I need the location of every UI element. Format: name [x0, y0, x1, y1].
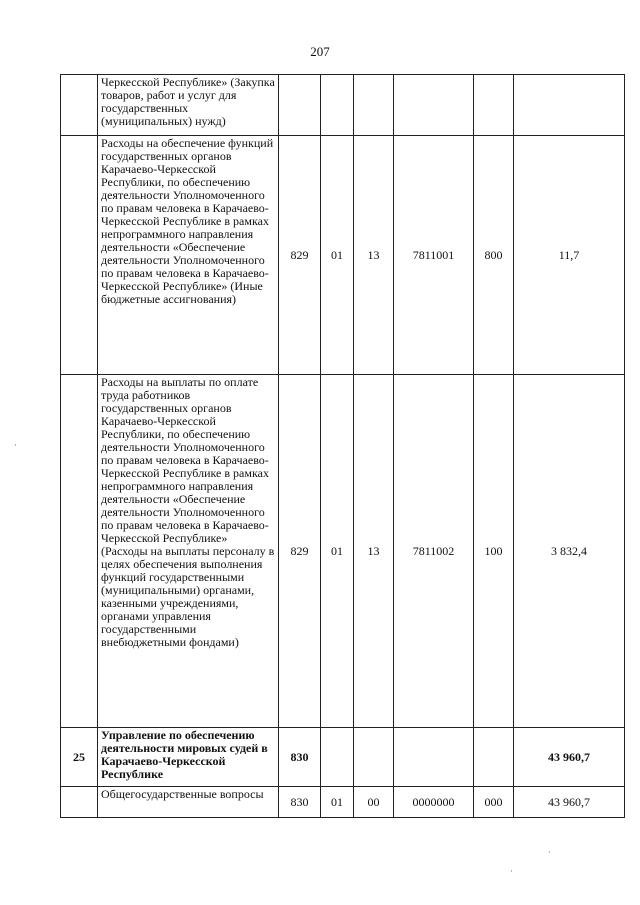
- scan-mark: ·: [14, 440, 17, 450]
- expense-name-cell: Управление по обеспечению деятельности мировых судей в Карачаево-Черкесской Республике: [98, 728, 279, 787]
- row-number-cell: [61, 787, 98, 818]
- ministry-code-cell: 829: [279, 375, 321, 728]
- target-article-cell: 7811001: [394, 136, 474, 375]
- subsection-cell: 13: [354, 136, 394, 375]
- subsection-cell: 13: [354, 375, 394, 728]
- expense-name-cell: Общегосударственные вопросы: [98, 787, 279, 818]
- table-row: [61, 136, 625, 375]
- amount-cell: 43 960,7: [514, 787, 625, 818]
- expense-type-cell: 100: [474, 375, 514, 728]
- ministry-code-cell: 830: [279, 787, 321, 818]
- expense-type-cell: [474, 75, 514, 136]
- subsection-cell: [354, 728, 394, 787]
- scan-mark: ·: [510, 866, 513, 876]
- ministry-code-cell: 830: [279, 728, 321, 787]
- target-article-cell: [394, 75, 474, 136]
- table-row: [61, 375, 625, 728]
- section-cell: 01: [321, 375, 354, 728]
- amount-cell: 11,7: [514, 136, 625, 375]
- row-number-cell: [61, 375, 98, 728]
- table-row: [61, 787, 625, 818]
- table-row: [61, 75, 625, 136]
- expense-type-cell: 000: [474, 787, 514, 818]
- budget-table: [60, 74, 625, 818]
- expense-name-cell: Черкесской Республике» (Закупка товаров, работ и услуг для государственных (муниципальных) нужд): [98, 75, 279, 136]
- amount-cell: 3 832,4: [514, 375, 625, 728]
- row-number-cell: [61, 136, 98, 375]
- ministry-code-cell: 829: [279, 136, 321, 375]
- row-number-cell: [61, 75, 98, 136]
- ministry-code-cell: [279, 75, 321, 136]
- section-cell: [321, 728, 354, 787]
- page-number: 207: [310, 44, 330, 59]
- section-cell: [321, 75, 354, 136]
- expense-name-cell: Расходы на выплаты по оплате труда работников государственных органов Карачаево-Черкесской Республики, по обеспечению деятельности Уполномоченного по правам человека в Карачаево-Черкесской Республике в рамках непрограммного направления деятельности «Обеспечение деятельности Уполномоченного по правам человека в Карачаево-Черкесской Республике» (Расходы на выплаты персоналу в целях обеспечения выполнения функций государственными (муниципальными) органами, казенными учреждениями, органами управления государственными внебюджетными фондами): [98, 375, 279, 728]
- amount-cell: [514, 75, 625, 136]
- target-article-cell: 7811002: [394, 375, 474, 728]
- section-cell: 01: [321, 787, 354, 818]
- scan-mark: `: [548, 850, 551, 860]
- expense-name-cell: Расходы на обеспечение функций государственных органов Карачаево-Черкесской Республики, по обеспечению деятельности Уполномоченного по правам человека в Карачаево-Черкесской Республике в рамках непрограммного направления деятельности «Обеспечение деятельности Уполномоченного по правам человека в Карачаево-Черкесской Республике» (Иные бюджетные ассигнования): [98, 136, 279, 375]
- expense-type-cell: 800: [474, 136, 514, 375]
- table-row: [61, 728, 625, 787]
- target-article-cell: [394, 728, 474, 787]
- subsection-cell: 00: [354, 787, 394, 818]
- section-cell: 01: [321, 136, 354, 375]
- target-article-cell: 0000000: [394, 787, 474, 818]
- row-number-cell: 25: [61, 728, 98, 787]
- subsection-cell: [354, 75, 394, 136]
- expense-type-cell: [474, 728, 514, 787]
- amount-cell: 43 960,7: [514, 728, 625, 787]
